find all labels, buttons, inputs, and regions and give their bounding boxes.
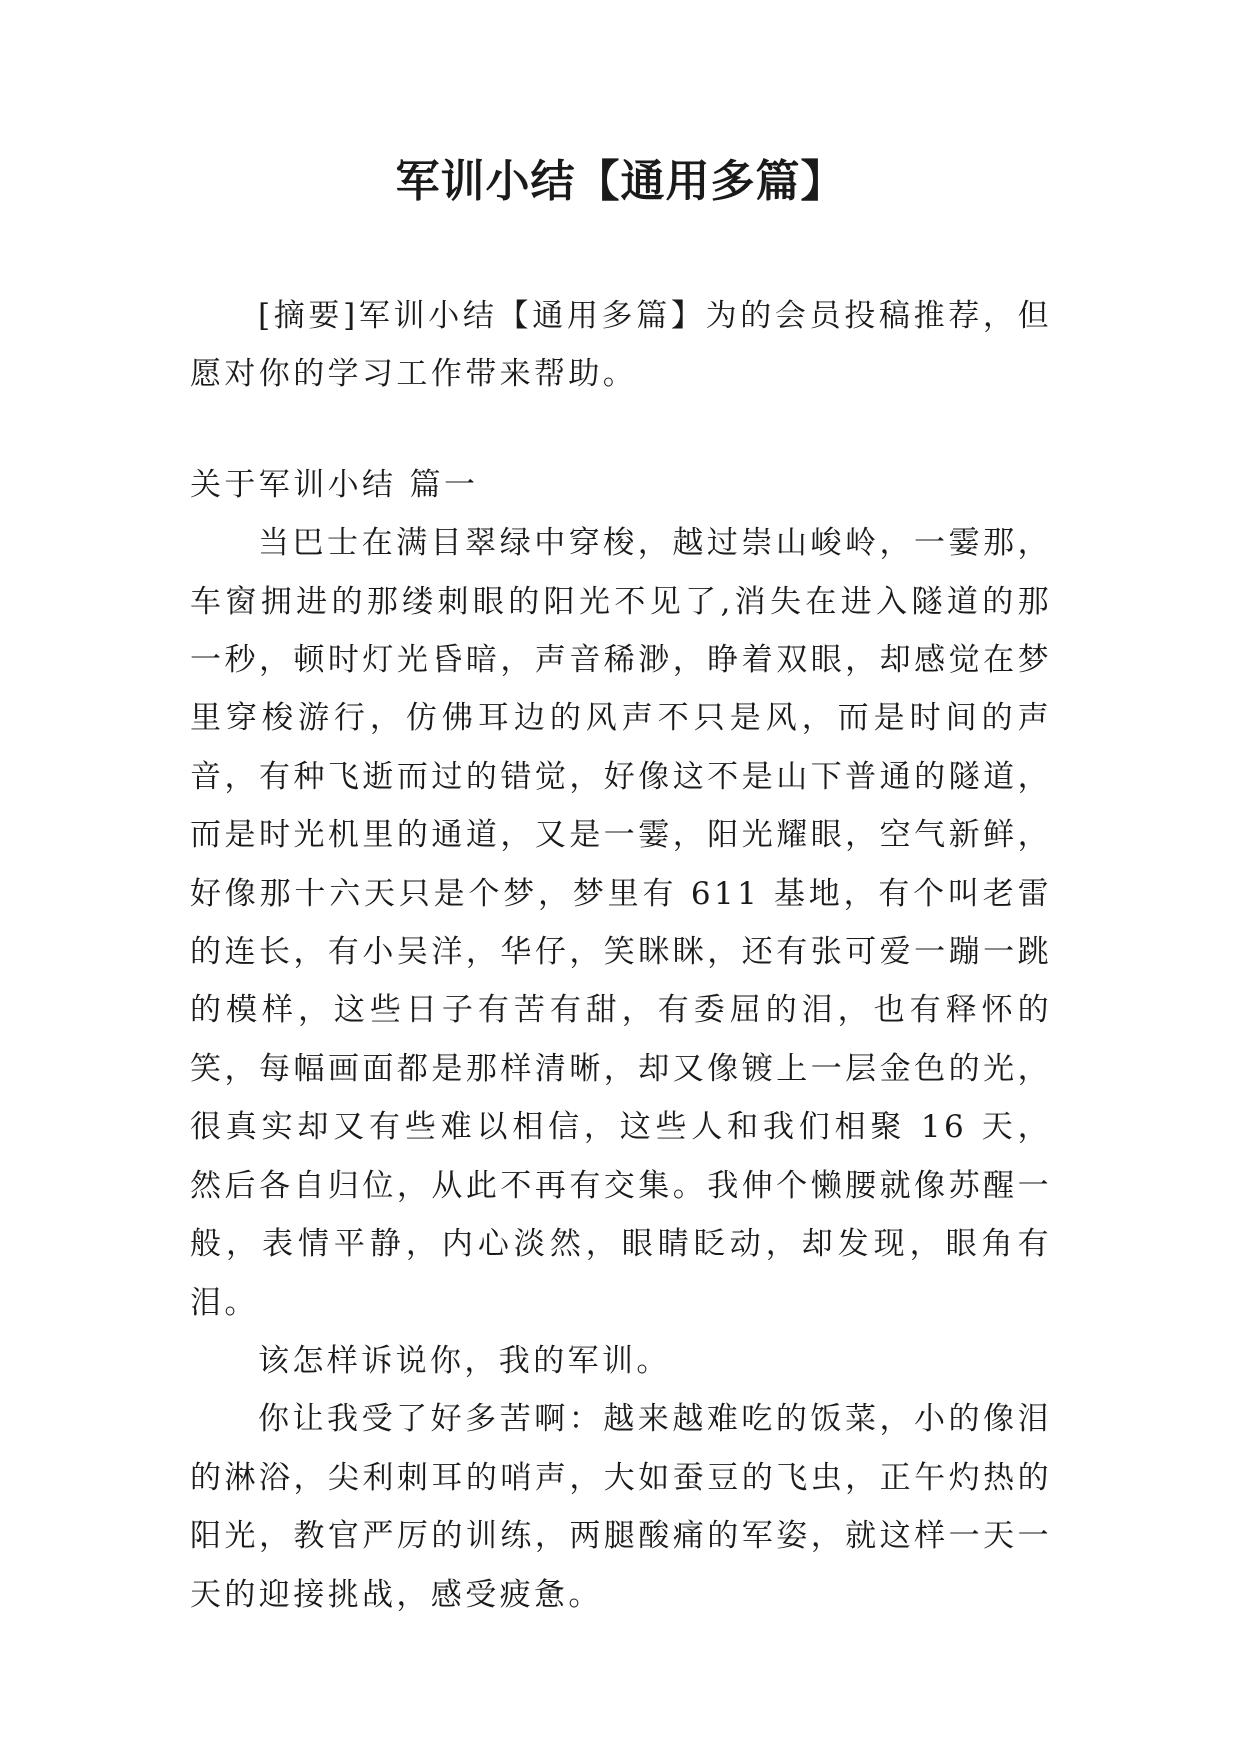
body-paragraph-3: 你让我受了好多苦啊：越来越难吃的饭菜，小的像泪的淋浴，尖利刺耳的哨声，大如蚕豆的飞虫，正午灼热的阳光，教官严厉的训练，两腿酸痛的军姿，就这样一天一天的迎接挑战，感受疲惫。	[190, 1401, 1052, 1613]
document-body	[190, 287, 1052, 1624]
abstract-paragraph: [摘要]军训小结【通用多篇】为的会员投稿推荐，但愿对你的学习工作带来帮助。	[190, 298, 1052, 393]
body-paragraph-1: 当巴士在满目翠绿中穿梭，越过崇山峻岭，一霎那，车窗拥进的那缕刺眼的阳光不见了,消失在进入隧道的那一秒，顿时灯光昏暗，声音稀渺，睁着双眼，却感觉在梦里穿梭游行，仿佛耳边的风声不只是风，而是时间的声音，有种飞逝而过的错觉，好像这不是山下普通的隧道，而是时光机里的通道，又是一霎，阳光耀眼，空气新鲜，好像那十六天只是个梦，梦里有 611 基地，有个叫老雷的连长，有小吴洋，华仔，笑眯眯，还有张可爱一蹦一跳的模样，这些日子有苦有甜，有委屈的泪，也有释怀的笑，每幅画面都是那样清晰，却又像镀上一层金色的光，很真实却又有些难以相信，这些人和我们相聚 16 天，然后各自归位，从此不再有交集。我伸个懒腰就像苏醒一般，表情平静，内心淡然，眼睛眨动，却发现，眼角有泪。	[190, 525, 1052, 1321]
section-heading: 关于军训小结 篇一	[190, 466, 479, 503]
body-paragraph-2: 该怎样诉说你，我的军训。	[258, 1342, 671, 1379]
document-title: 军训小结【通用多篇】	[395, 156, 846, 207]
